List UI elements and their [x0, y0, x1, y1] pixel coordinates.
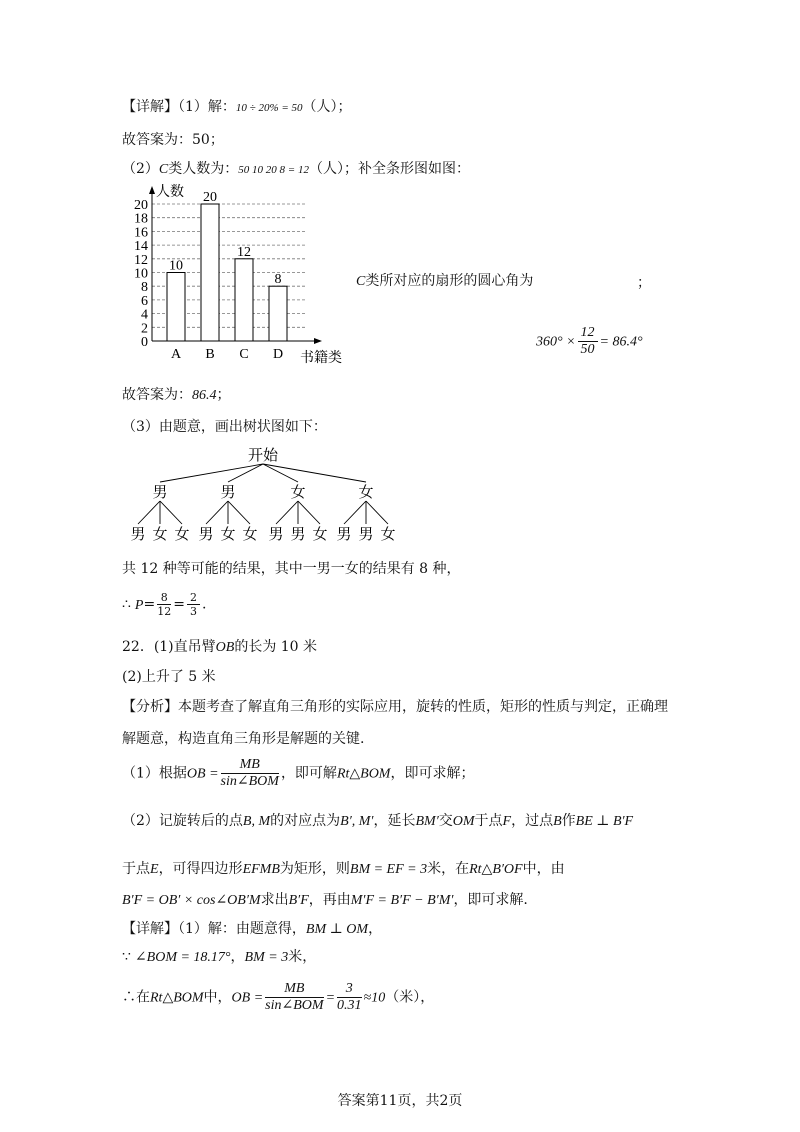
therefore-left: OB =: [231, 990, 264, 1006]
step3-a: 于点: [122, 861, 150, 877]
tree-branch: [206, 501, 228, 524]
step3-d: 米，在: [427, 861, 470, 877]
prob-eq: =: [143, 596, 156, 613]
because-expr2: BM = 3: [244, 950, 289, 965]
step4-formula: B′F = OB′ × cos∠OB′M: [122, 893, 261, 908]
y-tick-label: 18: [134, 211, 148, 227]
q2-expression: 50 10 20 8 = 12: [238, 164, 309, 176]
step3-triangle: Rt△B′OF: [469, 862, 523, 877]
answer-22-2: (2)上升了 5 米: [122, 669, 216, 685]
bar-value-label: 20: [203, 190, 217, 205]
detail22-comma: ，: [368, 921, 383, 937]
tree-level2-label: 男: [268, 527, 284, 543]
q3-text: （3）由题意，画出树状图如下：: [122, 419, 327, 435]
step4-c: ，即可求解.: [453, 892, 528, 908]
tree-level1-label: 男: [152, 485, 168, 501]
angle-expr-right: = 86.4°: [599, 334, 643, 350]
angle-frac-num: 12: [578, 326, 598, 342]
step2-b: 的对应点为: [270, 813, 341, 829]
step-4: [122, 893, 528, 908]
angle-text: [356, 274, 533, 289]
step-3: [122, 862, 565, 877]
step1-suffix: ，即可求解；: [390, 765, 475, 782]
step2-g: 作: [561, 813, 576, 829]
y-tick-label: 10: [134, 266, 148, 282]
step-1: [122, 758, 474, 789]
because-unit: 米，: [288, 949, 317, 965]
tree-level2-label: 女: [312, 527, 328, 543]
tree-level1-label: 女: [290, 485, 306, 501]
answer1-tail: 的长为 10 米: [234, 639, 318, 655]
therefore-eq: =: [325, 990, 336, 1006]
therefore-unit: （米），: [385, 989, 435, 1006]
tree-branch: [160, 501, 182, 524]
step1-frac-den: sin∠BOM: [220, 774, 279, 789]
q1-unit: （人）；: [302, 99, 352, 115]
angle-semicolon: ；: [637, 275, 651, 291]
step2-point-b: B: [553, 814, 562, 829]
bar-b: [201, 204, 219, 341]
q2-answer-suffix: ；: [216, 387, 231, 403]
bar-value-label: 8: [274, 272, 282, 288]
y-tick-label: 2: [141, 321, 148, 337]
bar-d: [269, 286, 287, 341]
step4-a: 求出: [260, 892, 289, 908]
detail-line-1: [122, 100, 352, 114]
step1-frac-num: MB: [221, 758, 279, 774]
therefore-fraction-2: [337, 982, 362, 1013]
detail22-perp: BM ⊥ OM: [305, 922, 369, 937]
q1-answer: 故答案为：50；: [122, 132, 224, 148]
result-text: 共 12 种等可能的结果，其中一男一女的结果有 8 种，: [122, 561, 461, 577]
tree-diagram: [125, 444, 425, 544]
prob-den-1: 12: [157, 605, 172, 618]
q2-suffix: （人）；补全条形图如图：: [308, 161, 470, 177]
step2-c: ，延长: [373, 813, 416, 829]
q2-text: 类人数为：: [168, 161, 239, 177]
q2-var: C: [158, 162, 169, 177]
tree-branch: [344, 501, 366, 524]
prob-var: P: [134, 597, 144, 613]
step4-b: ，再由: [308, 892, 351, 908]
tree-branch: [263, 464, 366, 482]
step2-a: （2）记旋转后的点: [122, 813, 243, 829]
tree-level2-label: 男: [358, 527, 374, 543]
tree-branch: [138, 501, 160, 524]
tree-level2-label: 男: [336, 527, 352, 543]
prob-end: .: [201, 596, 207, 613]
step1-fraction: [221, 758, 279, 789]
y-tick-label: 4: [141, 307, 148, 323]
step2-seg1: BM′: [415, 814, 439, 829]
tree-level2-label: 女: [242, 527, 258, 543]
q1-prefix: （1）解：: [178, 99, 236, 115]
q2-answer: [122, 388, 231, 403]
x-axis-label: 书籍类: [300, 351, 342, 366]
tree-branch: [298, 501, 320, 524]
therefore-approx: ≈10: [363, 990, 386, 1006]
step3-c: 为矩形，则: [279, 861, 350, 877]
prob-fraction-2: [187, 592, 200, 617]
tree-branch: [366, 501, 388, 524]
step3-eq: BM = EF = 3: [349, 862, 428, 877]
x-axis-arrow: [314, 338, 322, 344]
step1-prefix: （1）根据: [122, 765, 187, 782]
step2-points: B, M: [242, 814, 271, 829]
because-symbol: ∵: [122, 949, 131, 965]
bar-chart: [122, 178, 362, 368]
tree-branch: [276, 501, 298, 524]
step4-var: B′F: [288, 893, 309, 908]
therefore-frac-den: sin∠BOM: [265, 998, 324, 1013]
page-footer: 答案第11页，共2页: [337, 1093, 463, 1109]
step3-b: ，可得四边形: [158, 861, 243, 877]
prob-fraction-1: [157, 592, 171, 617]
step4-formula2: M′F = B′F − B′M′: [350, 893, 454, 908]
bar-value-label: 10: [169, 258, 183, 274]
y-tick-label: 16: [134, 225, 148, 241]
step2-seg2: OM: [452, 814, 475, 829]
because-expr: ∠BOM = 18.17°: [134, 950, 231, 965]
y-tick-label: 6: [141, 293, 148, 309]
y-tick-label: 14: [134, 239, 148, 255]
answer1-var: OB: [215, 640, 235, 655]
detail-label: 【详解】: [122, 99, 178, 115]
angle-fraction: [578, 326, 598, 357]
step3-e: 中，由: [522, 861, 565, 877]
tree-level1-label: 男: [220, 485, 236, 501]
q1-expression: 10 ÷ 20% = 50: [235, 102, 303, 114]
therefore-frac2-num: 3: [337, 982, 362, 998]
y-tick-label: 8: [141, 280, 148, 296]
y-tick-label: 0: [141, 335, 148, 350]
therefore-frac2-den: 0.31: [337, 998, 362, 1013]
detail-22: [122, 922, 382, 937]
step2-perp: BE ⊥ B′F: [575, 814, 634, 829]
bar-value-label: 12: [237, 244, 251, 260]
therefore-rt: Rt△BOM: [150, 990, 204, 1006]
q2-answer-prefix: 故答案为：: [122, 387, 192, 403]
step2-d: 交: [438, 813, 453, 829]
step1-formula-left: OB =: [186, 766, 219, 782]
angle-frac-den: 50: [580, 342, 595, 357]
tree-level2-label: 男: [198, 527, 214, 543]
prob-den-2: 3: [189, 605, 197, 618]
tree-level2-label: 男: [290, 527, 306, 543]
tree-root-label: 开始: [247, 448, 279, 464]
prob-num-1: 8: [157, 592, 171, 605]
answer-22-1: [122, 640, 317, 655]
therefore-frac-num: MB: [265, 982, 323, 998]
step3-quad: EFMB: [242, 862, 280, 877]
angle-expr-left: 360° ×: [536, 334, 576, 350]
prob-eq-2: =: [173, 596, 185, 613]
tree-level2-label: 女: [152, 527, 168, 543]
category-label: B: [205, 347, 215, 362]
tree-level2-label: 女: [380, 527, 396, 543]
analysis-line-2: 解题意，构造直角三角形是解题的关键.: [122, 731, 365, 747]
angle-var: C: [356, 274, 366, 289]
therefore-fraction-1: [265, 982, 323, 1013]
y-tick-label: 12: [134, 252, 148, 268]
because-line: [122, 950, 316, 965]
step1-mid: ，即可解: [280, 765, 337, 782]
tree-level2-label: 女: [174, 527, 190, 543]
tree-level1-label: 女: [358, 485, 374, 501]
bar-c: [235, 259, 253, 341]
therefore-line: [122, 982, 434, 1013]
y-axis-arrow: [149, 186, 155, 194]
step2-e: 于点: [474, 813, 503, 829]
step2-f: ，过点: [511, 813, 554, 829]
q2-line: [122, 162, 470, 177]
q2-prefix: （2）: [122, 161, 159, 177]
step3-point-e: E: [150, 862, 159, 877]
because-mid: ，: [230, 949, 245, 965]
bar-a: [167, 273, 185, 342]
tree-branch: [228, 501, 250, 524]
step2-point-f: F: [502, 814, 512, 829]
y-axis-label: 人数: [156, 185, 184, 200]
y-tick-label: 20: [134, 198, 148, 213]
category-label: D: [272, 347, 284, 362]
answer1-text: 22．(1)直吊臂: [122, 639, 216, 655]
q2-answer-value: 86.4: [192, 388, 217, 403]
tree-level2-label: 男: [130, 527, 146, 543]
step-2: [122, 814, 633, 829]
angle-expression: [536, 326, 643, 357]
step1-rt: Rt△BOM: [336, 766, 391, 782]
therefore-text: ∴在: [122, 989, 150, 1006]
angle-description: 类所对应的扇形的圆心角为: [365, 273, 534, 289]
category-label: C: [239, 347, 249, 362]
therefore-symbol: ∴: [122, 596, 131, 613]
therefore-mid: 中，: [203, 989, 232, 1006]
detail22-text: 【详解】（1）解：由题意得，: [122, 921, 306, 937]
tree-level2-label: 女: [220, 527, 236, 543]
step2-points-2: B′, M′: [340, 814, 374, 829]
analysis-line-1: 【分析】本题考查了解直角三角形的实际应用，旋转的性质，矩形的性质与判定，正确理: [122, 699, 668, 715]
tree-branch: [160, 464, 263, 482]
probability-line: [122, 592, 206, 617]
category-label: A: [170, 347, 182, 362]
prob-num-2: 2: [187, 592, 200, 605]
